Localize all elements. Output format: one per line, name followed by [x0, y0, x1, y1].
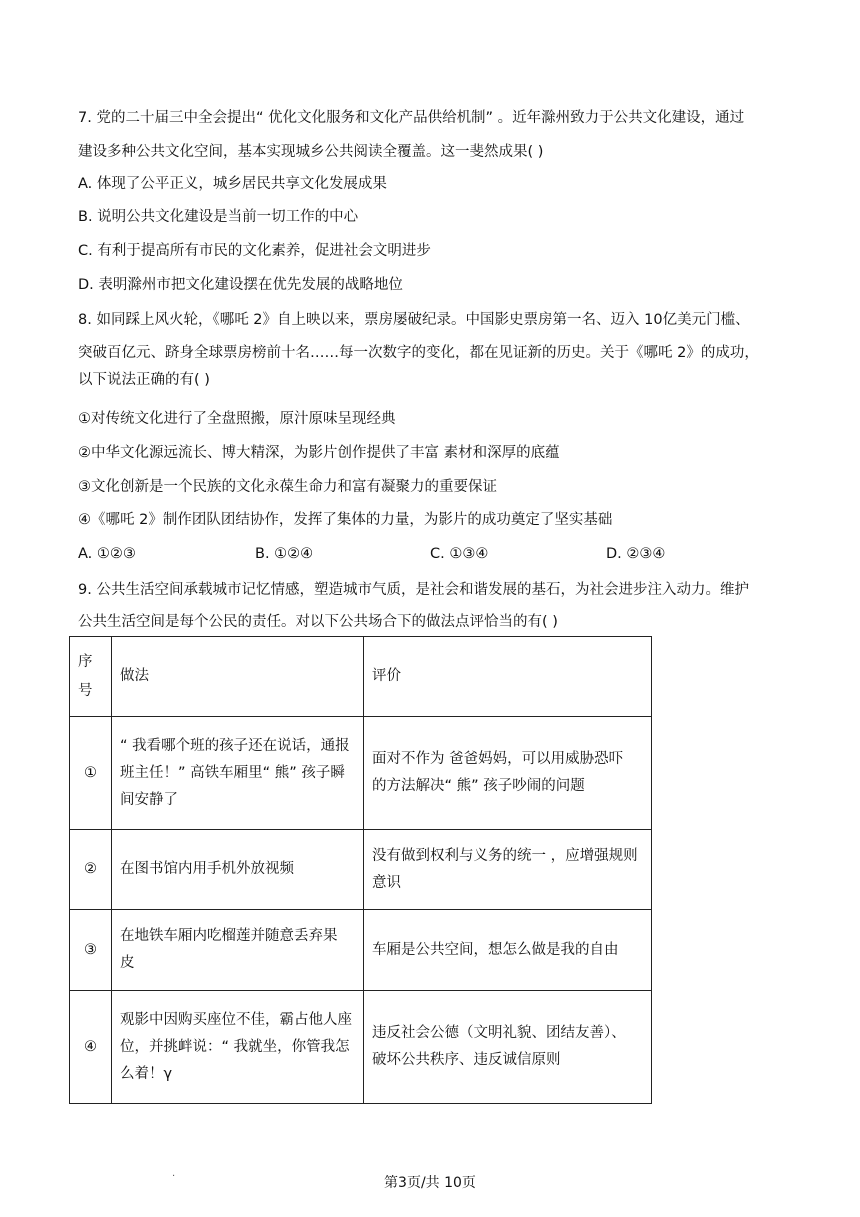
table-row	[70, 717, 652, 830]
q7-option-b: B. 说明公共文化建设是当前一切工作的中心	[78, 209, 359, 225]
q9-table	[69, 636, 652, 1104]
q7-stem-line2: 建设多种公共文化空间，基本实现城乡公共阅读全覆盖。这一斐然成果( )	[78, 144, 544, 160]
header-num: 序 号	[70, 637, 112, 717]
q7-option-a: A. 体现了公平正义，城乡居民共享文化发展成果	[78, 176, 387, 192]
table-row	[70, 910, 652, 991]
row-num: ①	[70, 717, 112, 830]
row-practice: 观影中因购买座位不佳，霸占他人座 位，并挑衅说：“ 我就坐，你管我怎 么着！γ	[112, 991, 364, 1104]
table-row	[70, 830, 652, 910]
row-evaluation: 车厢是公共空间，想怎么做是我的自由	[364, 910, 652, 991]
row-num: ③	[70, 910, 112, 991]
q8-stem-line1: 8. 如同踩上风火轮，《哪吒 2》自上映以来，票房屡破纪录。中国影史票房第一名、迈入 10亿美元门槛、	[78, 312, 750, 328]
page-number: 第3页/共 10页	[384, 1175, 476, 1191]
q8-statement-2: ②中华文化源远流长、博大精深，为影片创作提供了丰富 素材和深厚的底蕴	[78, 445, 560, 461]
q7-option-d: D. 表明滁州市把文化建设摆在优先发展的战略地位	[78, 277, 403, 293]
row-practice: 在图书馆内用手机外放视频	[112, 830, 364, 910]
row-practice: 在地铁车厢内吃榴莲并随意丢弃果 皮	[112, 910, 364, 991]
q7-option-c: C. 有利于提高所有市民的文化素养，促进社会文明进步	[78, 243, 431, 259]
row-evaluation: 面对不作为 爸爸妈妈，可以用威胁恐吓 的方法解决“ 熊” 孩子吵闹的问题	[364, 717, 652, 830]
q8-choice-d: D. ②③④	[606, 546, 666, 562]
header-evaluation: 评价	[364, 637, 652, 717]
q9-stem-line1: 9. 公共生活空间承载城市记忆情感，塑造城市气质，是社会和谐发展的基石，为社会进步注入动力。维护	[78, 582, 749, 598]
q8-choice-a: A. ①②③	[78, 546, 136, 562]
q8-statement-1: ①对传统文化进行了全盘照搬，原汁原味呈现经典	[78, 411, 396, 427]
q8-choice-c: C. ①③④	[430, 546, 489, 562]
q8-choice-b: B. ①②④	[255, 546, 314, 562]
row-evaluation: 违反社会公德（文明礼貌、团结友善）、 破坏公共秩序、违反诚信原则	[364, 991, 652, 1104]
q7-stem-line1: 7. 党的二十届三中全会提出“ 优化文化服务和文化产品供给机制” 。近年滁州致力于公共文化建设，通过	[78, 110, 745, 126]
q8-stem-line3: 以下说法正确的有( )	[78, 372, 210, 388]
table-row	[70, 991, 652, 1104]
row-evaluation: 没有做到权利与义务的统一 ，应增强规则 意识	[364, 830, 652, 910]
q8-stem-line2: 突破百亿元、跻身全球票房榜前十名……每一次数字的变化，都在见证新的历史。关于《哪吒 2》的成功，	[78, 345, 759, 361]
header-practice: 做法	[112, 637, 364, 717]
q8-statement-3: ③文化创新是一个民族的文化永葆生命力和富有凝聚力的重要保证	[78, 479, 497, 495]
row-num: ②	[70, 830, 112, 910]
row-num: ④	[70, 991, 112, 1104]
footer-dot: .	[172, 1168, 176, 1179]
q8-statement-4: ④《哪吒 2》制作团队团结协作，发挥了集体的力量，为影片的成功奠定了坚实基础	[78, 512, 613, 528]
q9-stem-line2: 公共生活空间是每个公民的责任。对以下公共场合下的做法点评恰当的有( )	[78, 614, 558, 630]
row-practice: “ 我看哪个班的孩子还在说话，通报 班主任！” 高铁车厢里“ 熊” 孩子瞬 间安静了	[112, 717, 364, 830]
table-header-row	[70, 637, 652, 717]
